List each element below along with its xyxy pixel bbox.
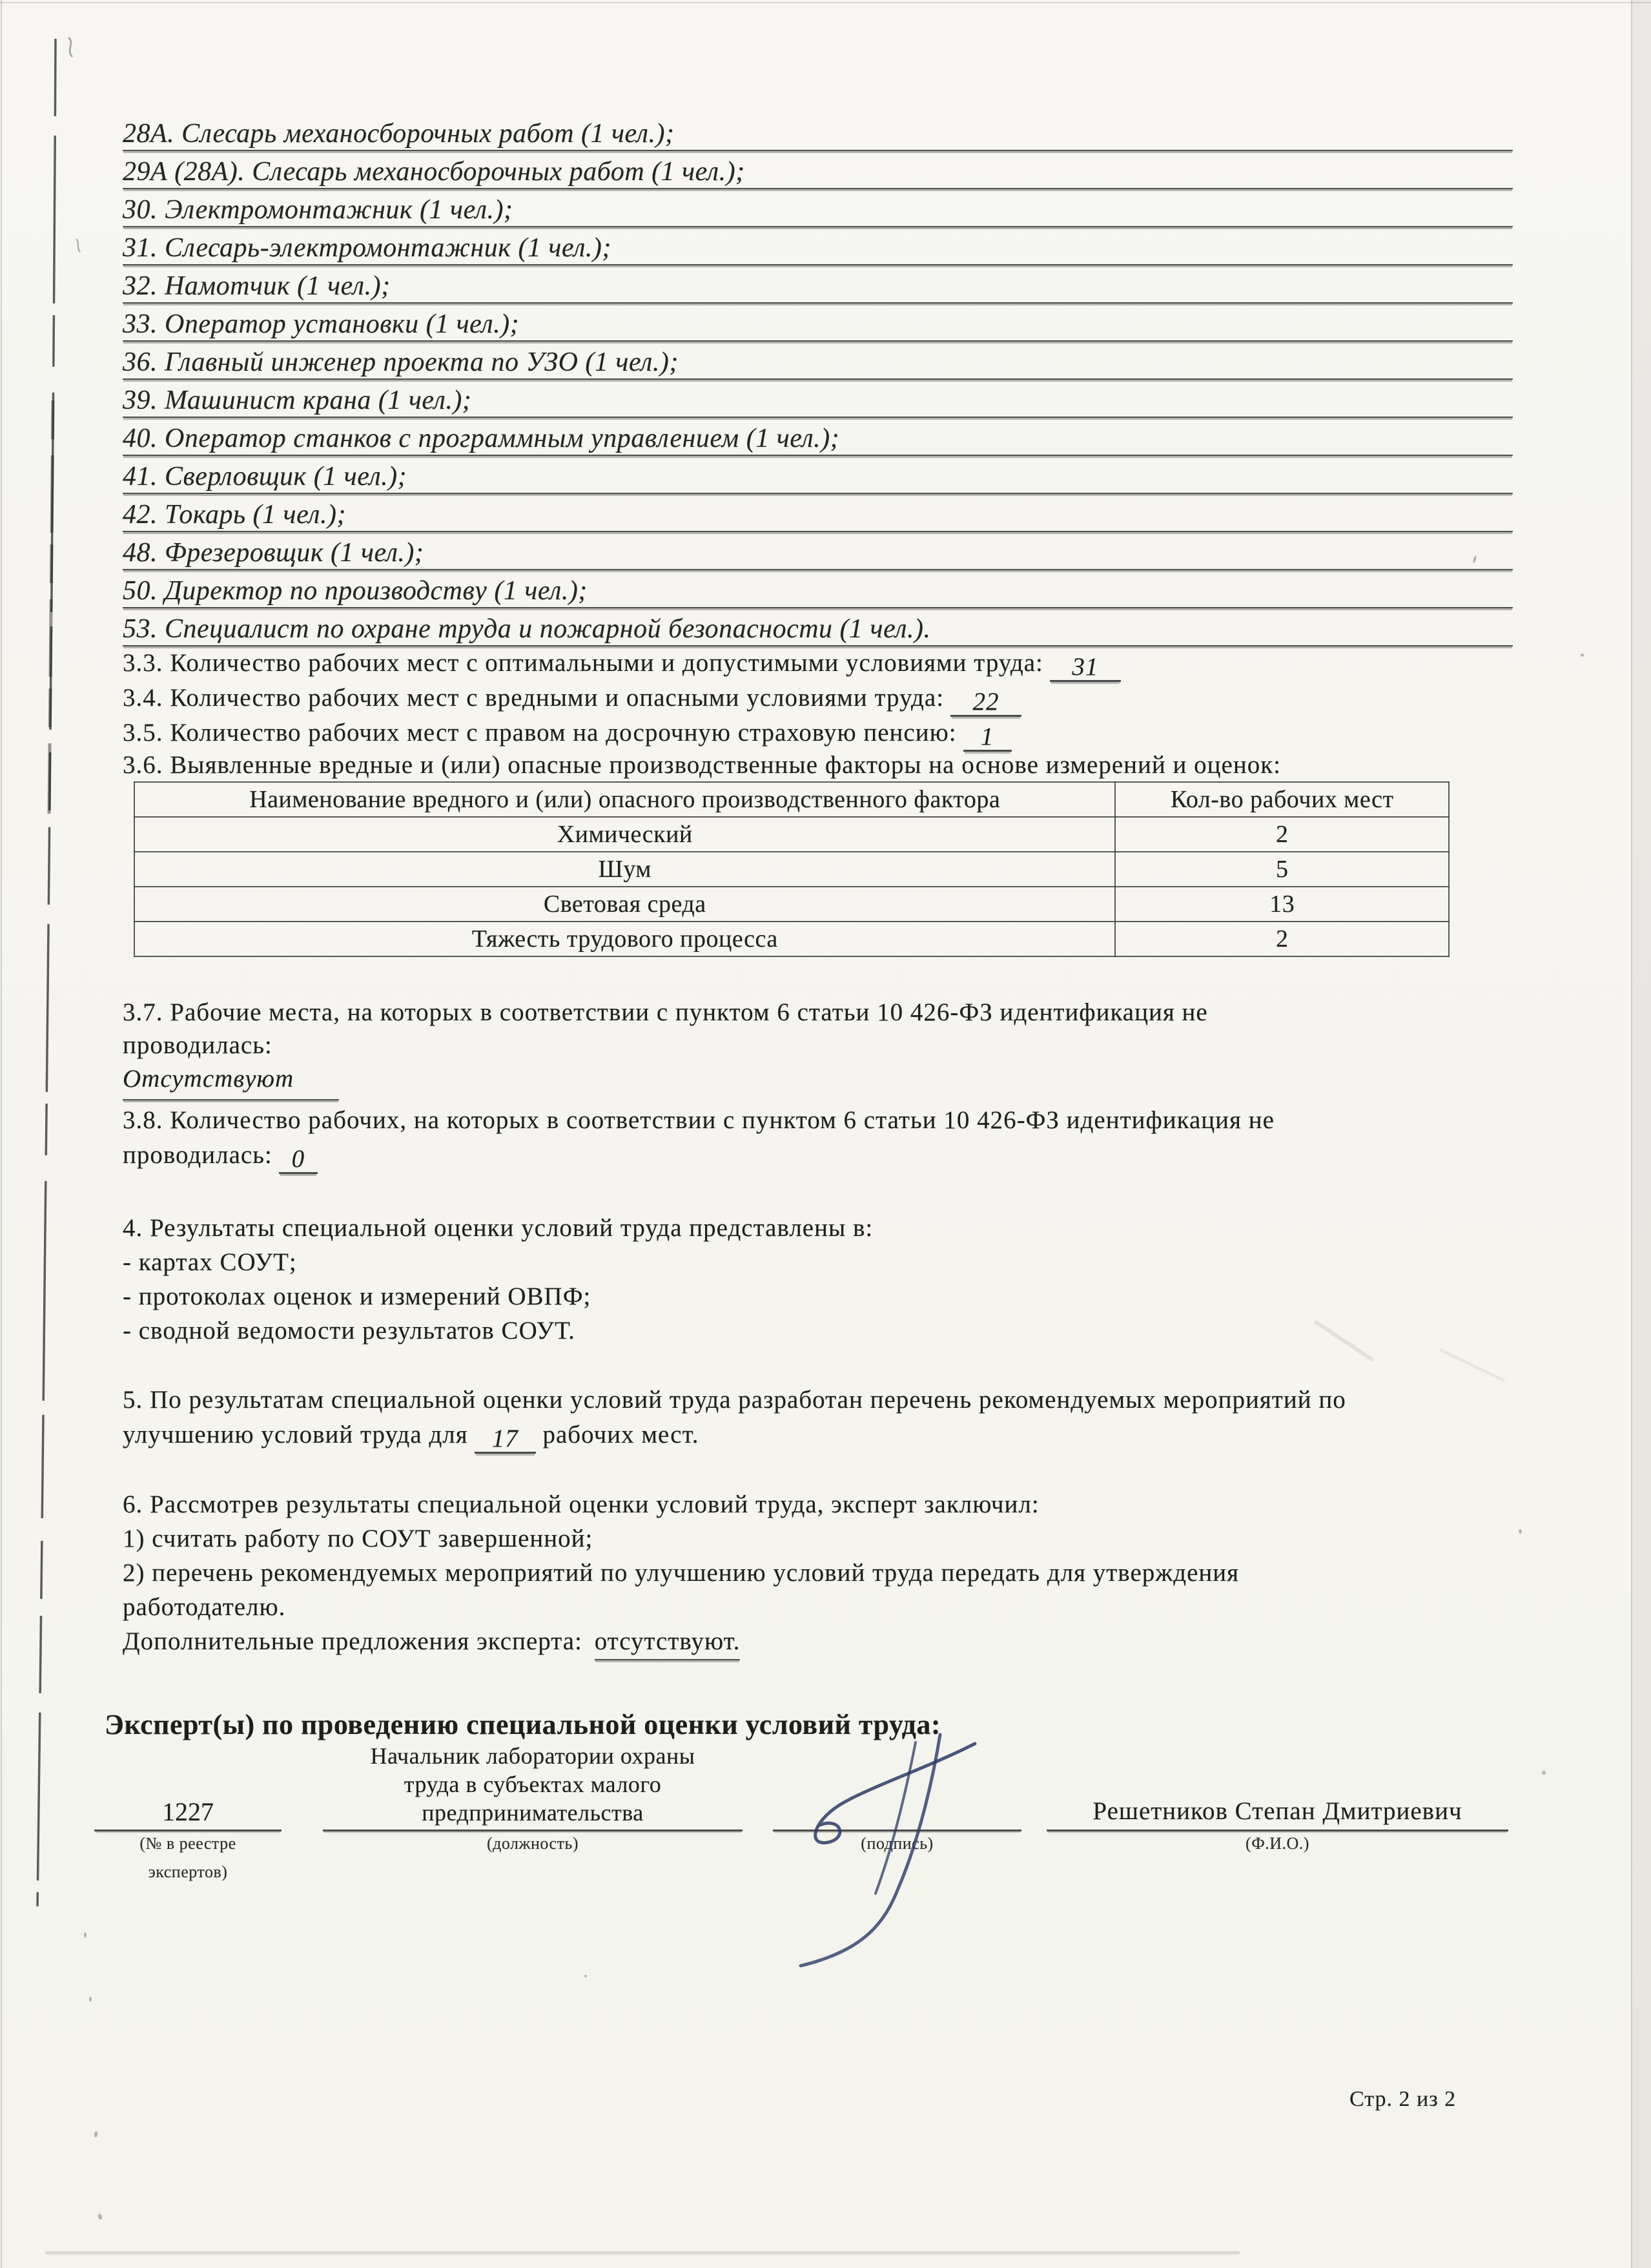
list-item-text: 30. Электромонтажник (1 чел.); [123,195,513,225]
factors-table [134,781,1450,957]
section-3-8-line2-text: проводилась: [123,1141,272,1169]
list-item [123,342,1513,380]
section-3-3 [123,648,1121,681]
factors-table-header-row [134,782,1449,817]
section-6-additional [123,1627,740,1660]
count-cell: 2 [1115,922,1449,956]
section-6-intro: 6. Рассмотрев результаты специальной оценки условий труда, эксперт заключил: [123,1490,1040,1518]
section-3-8-value: 0 [279,1146,318,1174]
section-4-item: - протоколах оценок и измерений ОВПФ; [123,1283,591,1310]
count-cell: 13 [1115,887,1449,922]
list-item-text: 33. Оператор установки (1 чел.); [123,309,520,339]
section-6-additional-value: отсутствуют. [595,1627,741,1660]
registry-number: 1227 [162,1797,214,1826]
table-row [134,817,1449,852]
signature-caption: (подпись) [861,1834,934,1853]
list-item [123,151,1513,189]
paper-speck [84,1932,87,1938]
registry-number-field [94,1744,282,1831]
count-cell: 2 [1115,817,1449,852]
paper-speck [1581,654,1584,657]
expert-fio: Решетников Степан Дмитриевич [1092,1797,1462,1825]
section-5-line2-after: рабочих мест. [542,1421,699,1448]
position-line: Начальник лаборатории охраны [370,1743,695,1769]
factor-cell: Шум [134,852,1115,887]
section-5-line1: 5. По результатам специальной оценки условий труда разработан перечень рекомендуемых мероприятий по [123,1386,1346,1414]
factor-cell: Химический [134,817,1115,852]
section-3-7-value-text: Отсутствуют [123,1064,339,1100]
position-field [323,1745,743,1831]
section-3-4 [123,683,1021,716]
position-line: предпринимательства [422,1800,644,1826]
list-item [123,456,1513,494]
section-4-item: - картах СОУТ; [123,1248,297,1276]
list-item [123,570,1513,608]
table-row [134,922,1449,956]
list-item-text: 41. Сверловщик (1 чел.); [123,462,407,491]
section-6-additional-label: Дополнительные предложения эксперта: [123,1627,582,1655]
factors-table-header-count: Кол-во рабочих мест [1115,782,1449,817]
paper-speck [94,2131,98,2138]
list-item-text: 31. Слесарь-электромонтажник (1 чел.); [123,233,611,263]
section-6-item2-line2: работодателю. [123,1593,286,1621]
list-item-text: 42. Токарь (1 чел.); [123,500,346,530]
factor-cell: Световая среда [134,887,1115,922]
signature-field [773,1744,1021,1831]
section-3-8-line1: 3.8. Количество рабочих, на которых в соответствии с пунктом 6 статьи 10 426-ФЗ идентификация не [123,1106,1275,1134]
list-item-text: 48. Фрезеровщик (1 чел.); [123,538,424,568]
list-item [123,304,1513,342]
table-row [134,852,1449,887]
factor-cell: Тяжесть трудового процесса [134,922,1115,956]
list-item-text: 32. Намотчик (1 чел.); [123,271,391,301]
paper-speck [89,1997,92,2002]
list-item [123,227,1513,265]
section-3-3-label: 3.3. Количество рабочих мест с оптимальными и допустимыми условиями труда: [123,649,1043,677]
list-item-text: 36. Главный инженер проекта по УЗО (1 чел.); [123,347,679,377]
paper-speck [584,1975,587,1977]
page-number: Стр. 2 из 2 [1349,2087,1457,2111]
registry-caption-line2: экспертов) [148,1862,228,1881]
section-4-item: - сводной ведомости результатов СОУТ. [123,1317,575,1345]
section-3-5-label: 3.5. Количество рабочих мест с правом на досрочную страховую пенсию: [123,719,957,747]
table-row [134,887,1449,922]
registry-caption-line1: (№ в реестре [139,1834,236,1853]
section-3-6-label: 3.6. Выявленные вредные и (или) опасные производственные факторы на основе измерений и оценок: [123,751,1281,779]
list-item [123,189,1513,227]
section-6-item1: 1) считать работу по СОУТ завершенной; [123,1525,593,1552]
list-item-text: 40. Оператор станков с программным управлением (1 чел.); [123,424,840,453]
workplaces-list [123,113,1513,646]
section-3-4-value: 22 [950,689,1021,717]
list-item-text: 29А (28А). Слесарь механосборочных работ (1 чел.); [123,157,745,187]
section-3-7-line2: проводилась: [123,1031,272,1059]
count-cell: 5 [1115,852,1449,887]
list-item [123,113,1513,151]
paper-speck [1518,1529,1522,1534]
fio-field [1047,1744,1508,1831]
position-text [371,1742,695,1830]
position-caption: (должность) [487,1834,579,1853]
list-item-text: 39. Машинист крана (1 чел.); [123,386,472,415]
section-5-line2-before: улучшению условий труда для [123,1421,468,1448]
section-4-intro: 4. Результаты специальной оценки условий труда представлены в: [123,1214,874,1242]
section-3-4-label: 3.4. Количество рабочих мест с вредными и опасными условиями труда: [123,684,945,712]
list-item [123,265,1513,304]
section-6-item2-line1: 2) перечень рекомендуемых мероприятий по улучшению условий труда передать для утверждения [123,1559,1240,1587]
section-3-8-line2 [123,1140,318,1173]
paper-speck [97,2213,103,2220]
factors-table-header-factor: Наименование вредного и (или) опасного производственного фактора [134,782,1115,817]
section-3-3-value: 31 [1050,654,1121,682]
list-item [123,418,1513,456]
section-3-5-value: 1 [963,724,1012,752]
fio-caption: (Ф.И.О.) [1246,1834,1309,1853]
paper-speck [1542,1771,1546,1775]
list-item-text: 50. Директор по производству (1 чел.); [123,576,588,606]
section-3-7-value [123,1064,339,1100]
experts-heading: Эксперт(ы) по проведению специальной оценки условий труда: [105,1709,941,1740]
list-item [123,494,1513,532]
section-5-line2 [123,1420,699,1450]
list-item [123,608,1513,646]
position-line: труда в субъектах малого [404,1771,662,1797]
section-3-5 [123,718,1012,748]
section-5-value: 17 [475,1426,536,1454]
list-item [123,532,1513,570]
section-3-7-line1: 3.7. Рабочие места, на которых в соответствии с пунктом 6 статьи 10 426-ФЗ идентификация не [123,998,1208,1026]
list-item-text: 28А. Слесарь механосборочных работ (1 чел.); [123,119,675,149]
list-item [123,380,1513,418]
list-item-text: 53. Специалист по охране труда и пожарной безопасности (1 чел.). [123,614,931,644]
